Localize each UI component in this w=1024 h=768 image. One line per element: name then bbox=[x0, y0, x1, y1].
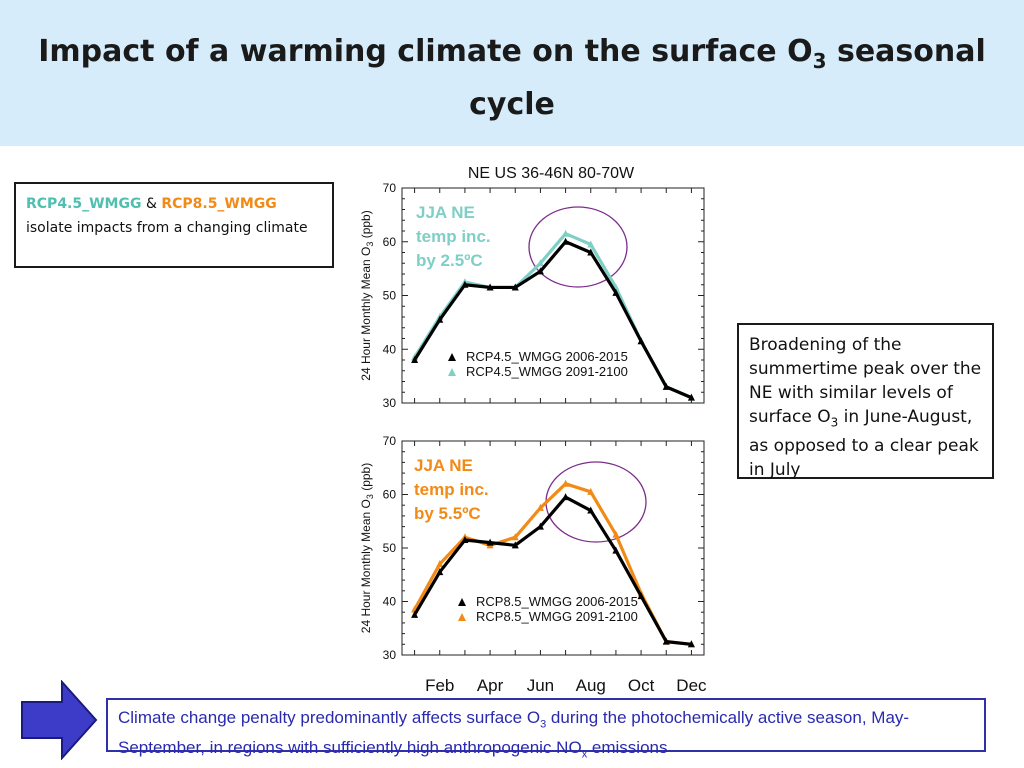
legend-label: RCP8.5_WMGG 2091-2100 bbox=[476, 609, 638, 624]
y-tick-label: 70 bbox=[382, 181, 396, 195]
panel-annotation: temp inc. bbox=[416, 227, 491, 246]
legend-label: RCP4.5_WMGG 2006-2015 bbox=[466, 349, 628, 364]
page-title: Impact of a warming climate on the surface $O_3$ seasonal cycle bbox=[38, 34, 986, 122]
scenario-note-text: isolate impacts from a changing climate bbox=[26, 220, 308, 236]
y-tick-label: 60 bbox=[382, 234, 396, 249]
rcp85-label: RCP8.5_WMGG bbox=[161, 196, 277, 212]
y-tick-label: 40 bbox=[382, 342, 396, 357]
y-tick-label: 40 bbox=[382, 594, 396, 609]
ampersand: & bbox=[145, 196, 157, 212]
panel-annotation: by 5.5ºC bbox=[414, 504, 481, 523]
panel-annotation: temp inc. bbox=[414, 480, 489, 499]
observation-note-box: Broadening of the summertime peak over the NE with similar levels of surface $O_3$ in June-August, as opposed to a clear peak in July bbox=[737, 323, 994, 479]
x-tick-label: Dec bbox=[676, 676, 707, 695]
arrow-right-icon bbox=[20, 680, 100, 760]
x-tick-label: Feb bbox=[425, 676, 455, 695]
y-tick-label: 30 bbox=[382, 648, 396, 662]
legend-label: RCP4.5_WMGG 2091-2100 bbox=[466, 364, 628, 379]
y-tick-label: 50 bbox=[382, 288, 396, 303]
conclusion-box: Climate change penalty predominantly affects surface $O_3$ during the photochemically active season, May-September, in regions with sufficiently high anthropogenic $NO_x$ emissions bbox=[106, 698, 986, 752]
y-axis-label: 24 Hour Monthly Mean $O_3$ (ppb) bbox=[359, 462, 375, 634]
chart-title: NE US 36-46N 80-70W bbox=[467, 165, 635, 182]
rcp45-label: RCP4.5_WMGG bbox=[26, 196, 142, 212]
y-axis-label: 24 Hour Monthly Mean $O_3$ (ppb) bbox=[359, 210, 375, 381]
y-tick-label: 30 bbox=[382, 396, 396, 410]
x-tick-label: Apr bbox=[476, 676, 504, 695]
panel-annotation: JJA NE bbox=[414, 456, 473, 475]
x-tick-label: Aug bbox=[575, 676, 606, 695]
x-tick-label: Jun bbox=[526, 676, 555, 695]
y-tick-label: 50 bbox=[382, 541, 396, 555]
legend-label: RCP8.5_WMGG 2006-2015 bbox=[476, 594, 638, 609]
panel-annotation: by 2.5ºC bbox=[416, 251, 483, 270]
x-tick-label: Oct bbox=[627, 676, 655, 695]
y-tick-label: 60 bbox=[382, 487, 396, 502]
panel-annotation: JJA NE bbox=[416, 203, 475, 222]
y-tick-label: 70 bbox=[382, 434, 396, 448]
